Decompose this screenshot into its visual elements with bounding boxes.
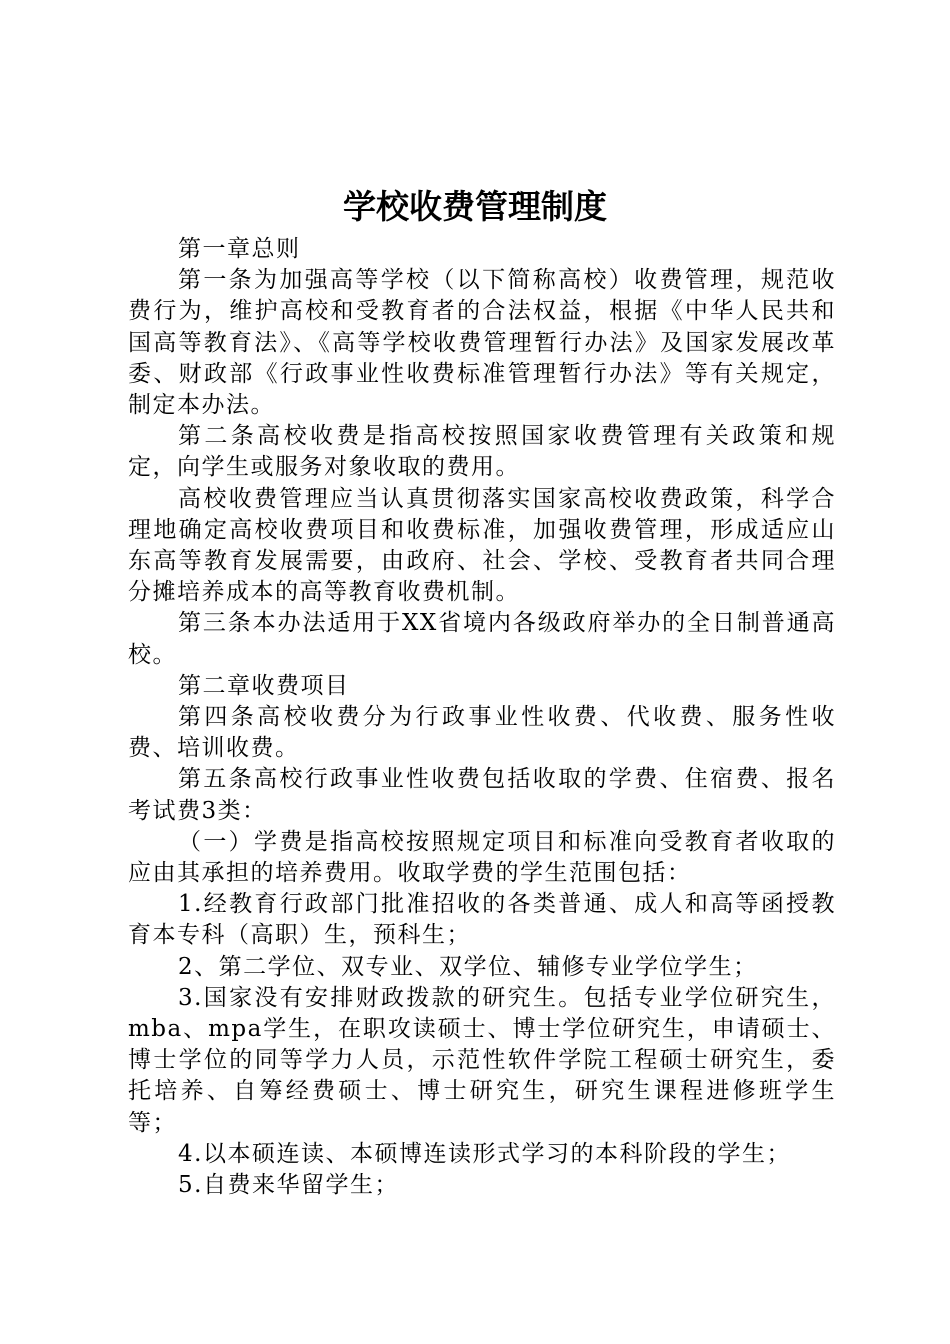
- list-item: 1.经教育行政部门批准招收的各类普通、成人和高等函授教育本专科（高职）生，预科生；: [128, 891, 836, 949]
- document-title: 学校收费管理制度: [343, 187, 607, 226]
- chapter-heading: 第一章总则: [178, 236, 301, 262]
- article-paragraph: 第四条高校收费分为行政事业性收费、代收费、服务性收费、培训收费。: [128, 704, 836, 762]
- list-item: 5.自费来华留学生；: [178, 1172, 399, 1199]
- article-paragraph: 第二条高校收费是指高校按照国家收费管理有关政策和规定，向学生或服务对象收取的费用。: [128, 423, 836, 481]
- document-body: [128, 234, 836, 1201]
- list-item: 3.国家没有安排财政拨款的研究生。包括专业学位研究生，mba、mpa学生，在职攻读硕士、博士学位研究生，申请硕士、博士学位的同等学力人员，示范性软件学院工程硕士研究生，委托培养、自筹经费硕士、博士研究生，研究生课程进修班学生等；: [128, 984, 836, 1136]
- article-paragraph: （一）学费是指高校按照规定项目和标准向受教育者收取的应由其承担的培养费用。收取学费的学生范围包括：: [128, 828, 836, 887]
- chapter-heading: 第二章收费项目: [178, 672, 350, 699]
- article-paragraph: 第一条为加强高等学校（以下简称高校）收费管理，规范收费行为，维护高校和受教育者的合法权益，根据《中华人民共和国高等教育法》、《高等学校收费管理暂行办法》及国家发展改革委、财政部《行政事业性收费标准管理暂行办法》等有关规定，制定本办法。: [128, 267, 836, 419]
- list-item: 2、第二学位、双专业、双学位、辅修专业学位学生；: [178, 953, 758, 980]
- article-paragraph: 第三条本办法适用于XX省境内各级政府举办的全日制普通高校。: [128, 610, 836, 668]
- list-item: 4.以本硕连读、本硕博连读形式学习的本科阶段的学生；: [178, 1140, 791, 1167]
- article-paragraph: 高校收费管理应当认真贯彻落实国家高校收费政策，科学合理地确定高校收费项目和收费标准，加强收费管理，形成适应山东高等教育发展需要，由政府、社会、学校、受教育者共同合理分摊培养成本的高等教育收费机制。: [128, 485, 836, 606]
- article-paragraph: 第五条高校行政事业性收费包括收取的学费、住宿费、报名考试费3类：: [128, 766, 836, 824]
